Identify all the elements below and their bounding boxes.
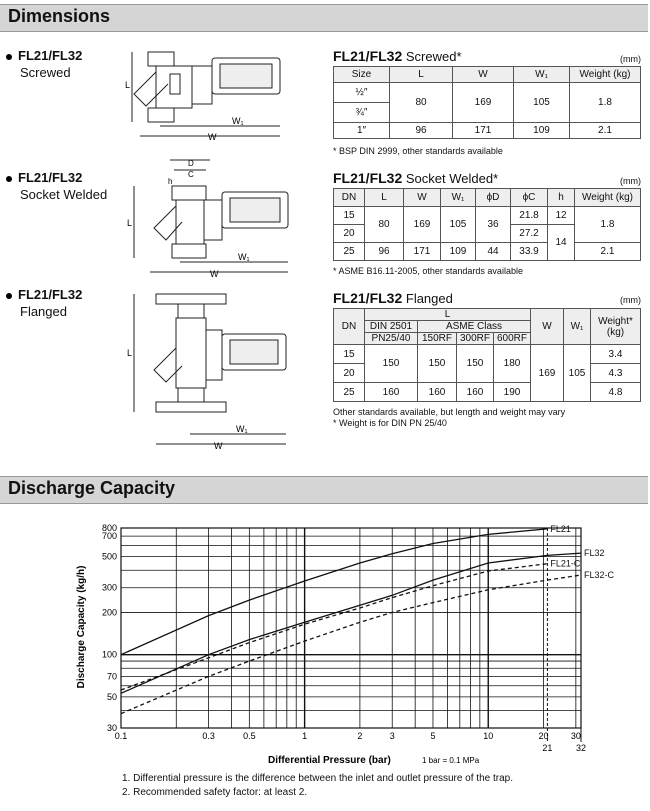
- cell-weight: 2.1: [575, 243, 641, 261]
- cell-L: 96: [365, 243, 404, 261]
- y-tick-label: 700: [101, 531, 117, 542]
- cell-C: 27.2: [511, 225, 548, 243]
- cell-size: ½″: [334, 83, 390, 103]
- label-C: C: [188, 170, 194, 179]
- cell-W1: 109: [441, 243, 476, 261]
- flanged-table-title: FL21/FL32 Flanged: [333, 290, 453, 306]
- chart-series: [121, 524, 615, 714]
- label-W1: W₁: [238, 252, 250, 262]
- cell-150: 150: [418, 345, 457, 383]
- label-W: W: [214, 441, 223, 450]
- cell-W1: 105: [441, 207, 476, 243]
- th-L: L: [390, 67, 453, 83]
- label-L: L: [127, 218, 133, 228]
- label-W1: W₁: [236, 424, 248, 434]
- series-line-fl21: [121, 529, 547, 655]
- cell-din: 150: [365, 345, 418, 383]
- th-h: h: [548, 189, 575, 207]
- cell-600: 190: [494, 383, 531, 402]
- th-L: L: [365, 309, 531, 321]
- x-tick-label: 0.5: [243, 731, 256, 741]
- x-tick-label-below: 21: [542, 743, 553, 753]
- x-tick-label: 5: [430, 731, 436, 741]
- cell-D: 36: [476, 207, 511, 243]
- cell-W: 169: [531, 345, 564, 402]
- cell-300: 160: [457, 383, 494, 402]
- discharge-chart: [0, 512, 650, 768]
- series-label-fl32: FL32: [584, 548, 605, 559]
- y-tick-label: 200: [101, 607, 117, 618]
- product-name: FL21/FL32: [18, 287, 83, 302]
- x-tick-label: 10: [483, 731, 494, 741]
- product-subtitle: Screwed: [20, 65, 71, 80]
- th-W1: W₁: [441, 189, 476, 207]
- x-tick-label: 3: [389, 731, 395, 741]
- th-W: W: [453, 67, 514, 83]
- y-tick-label: 500: [101, 551, 117, 562]
- cell-L: 80: [365, 207, 404, 243]
- cell-W: 171: [453, 123, 514, 139]
- cell-W1: 105: [564, 345, 591, 402]
- th-C: ϕC: [511, 189, 548, 207]
- cell-C: 21.8: [511, 207, 548, 225]
- th-weight: Weight* (kg): [591, 309, 641, 345]
- th-dn: DN: [334, 189, 365, 207]
- x-tick-label: 2: [357, 731, 363, 741]
- bullet-icon: [6, 54, 12, 60]
- flanged-note-2: * Weight is for DIN PN 25/40: [333, 418, 447, 428]
- screwed-note: * BSP DIN 2999, other standards available: [333, 146, 503, 156]
- discharge-heading: Discharge Capacity: [8, 478, 176, 498]
- y-tick-label: 100: [101, 649, 117, 660]
- cell-300: 150: [457, 345, 494, 383]
- cell-L: 96: [390, 123, 453, 139]
- th-W1: W₁: [514, 67, 570, 83]
- cell-weight: 3.4: [591, 345, 641, 364]
- series-label-fl21: FL21: [550, 523, 571, 534]
- flanged-drawing: [120, 290, 310, 450]
- x-axis-label: Differential Pressure (bar): [268, 755, 391, 766]
- y-tick-label: 70: [106, 671, 117, 682]
- cell-h: 14: [548, 225, 575, 261]
- label-L: L: [127, 348, 133, 358]
- th-W: W: [531, 309, 564, 345]
- cell-W: 169: [453, 83, 514, 123]
- series-label-fl32-c: FL32-C: [584, 569, 615, 580]
- y-tick-label: 30: [106, 723, 117, 733]
- cell-weight: 2.1: [570, 123, 641, 139]
- cell-W: 169: [404, 207, 441, 243]
- label-W: W: [208, 132, 217, 142]
- cell-C: 33.9: [511, 243, 548, 261]
- y-tick-label: 50: [106, 691, 117, 702]
- discharge-header: [0, 476, 648, 504]
- product-flanged: [6, 286, 82, 320]
- cell-dn: 25: [334, 243, 365, 261]
- product-socket: [6, 169, 107, 203]
- label-h: h: [168, 177, 173, 186]
- cell-weight: 4.3: [591, 364, 641, 383]
- th-weight: Weight (kg): [575, 189, 641, 207]
- socket-drawing: [120, 156, 310, 280]
- x-tick-label: 0.3: [202, 731, 215, 741]
- x-tick-label: 30: [570, 731, 581, 741]
- cell-D: 44: [476, 243, 511, 261]
- bullet-icon: [6, 293, 12, 299]
- product-subtitle: Flanged: [20, 304, 67, 319]
- x-tick-label-below: 32: [575, 743, 587, 753]
- cell-dn: 20: [334, 225, 365, 243]
- cell-weight: 4.8: [591, 383, 641, 402]
- th-size: Size: [334, 67, 390, 83]
- socket-table: [333, 188, 641, 261]
- cell-dn: 15: [334, 345, 365, 364]
- dimensions-header: [0, 4, 648, 32]
- screwed-table: [333, 66, 641, 139]
- cell-size: 1″: [334, 123, 390, 139]
- screwed-unit: (mm): [620, 54, 641, 64]
- th-300: 300RF: [457, 333, 494, 345]
- cell-h: 12: [548, 207, 575, 225]
- cell-dn: 25: [334, 383, 365, 402]
- label-L: L: [125, 80, 131, 90]
- th-din: DIN 2501: [365, 321, 418, 333]
- cell-weight: 1.8: [570, 83, 641, 123]
- cell-din: 160: [365, 383, 418, 402]
- cell-L: 80: [390, 83, 453, 123]
- y-axis-label: Discharge Capacity (kg/h): [76, 565, 87, 689]
- label-W1: W₁: [232, 116, 244, 126]
- cell-weight: 1.8: [575, 207, 641, 243]
- footnote-2: 2. Recommended safety factor: at least 2.: [122, 787, 308, 798]
- cell-W1: 109: [514, 123, 570, 139]
- flanged-note-1: Other standards available, but length and weight may vary: [333, 407, 566, 417]
- bullet-icon: [6, 176, 12, 182]
- y-tick-label: 800: [101, 523, 117, 533]
- flanged-table: [333, 308, 641, 402]
- x-tick-label: 1: [302, 731, 308, 741]
- cell-W1: 105: [514, 83, 570, 123]
- th-L: L: [365, 189, 404, 207]
- th-dn: DN: [334, 309, 365, 345]
- socket-table-title: FL21/FL32 Socket Welded*: [333, 170, 499, 186]
- th-weight: Weight (kg): [570, 67, 641, 83]
- screwed-drawing: [120, 44, 310, 144]
- product-name: FL21/FL32: [18, 170, 83, 185]
- dimensions-heading: Dimensions: [8, 6, 111, 26]
- th-W: W: [404, 189, 441, 207]
- th-D: ϕD: [476, 189, 511, 207]
- cell-600: 180: [494, 345, 531, 383]
- product-subtitle: Socket Welded: [20, 187, 108, 202]
- label-W: W: [210, 269, 219, 279]
- x-tick-label: 20: [538, 731, 549, 741]
- cell-W: 171: [404, 243, 441, 261]
- socket-unit: (mm): [620, 176, 641, 186]
- cell-size: ¾″: [334, 103, 390, 123]
- socket-note: * ASME B16.11-2005, other standards available: [333, 266, 523, 276]
- th-W1: W₁: [564, 309, 591, 345]
- flanged-unit: (mm): [620, 295, 641, 305]
- cell-dn: 20: [334, 364, 365, 383]
- label-D: D: [188, 159, 194, 168]
- th-asme: ASME Class: [418, 321, 531, 333]
- series-label-fl21-c: FL21-C: [550, 558, 581, 569]
- y-tick-label: 300: [101, 582, 117, 593]
- cell-150: 160: [418, 383, 457, 402]
- footnote-1: 1. Differential pressure is the difference between the inlet and outlet pressure of the trap.: [122, 773, 513, 784]
- unit-note: 1 bar = 0.1 MPa: [422, 756, 480, 765]
- series-line-fl32-c: [121, 575, 581, 714]
- th-150: 150RF: [418, 333, 457, 345]
- product-name: FL21/FL32: [18, 48, 83, 63]
- x-tick-label: 0.1: [114, 731, 128, 741]
- screwed-table-title: FL21/FL32 Screwed*: [333, 48, 462, 64]
- th-600: 600RF: [494, 333, 531, 345]
- plot-frame: [121, 528, 581, 728]
- product-screwed: [6, 47, 82, 81]
- chart-labels: [102, 523, 586, 753]
- th-pn: PN25/40: [365, 333, 418, 345]
- cell-dn: 15: [334, 207, 365, 225]
